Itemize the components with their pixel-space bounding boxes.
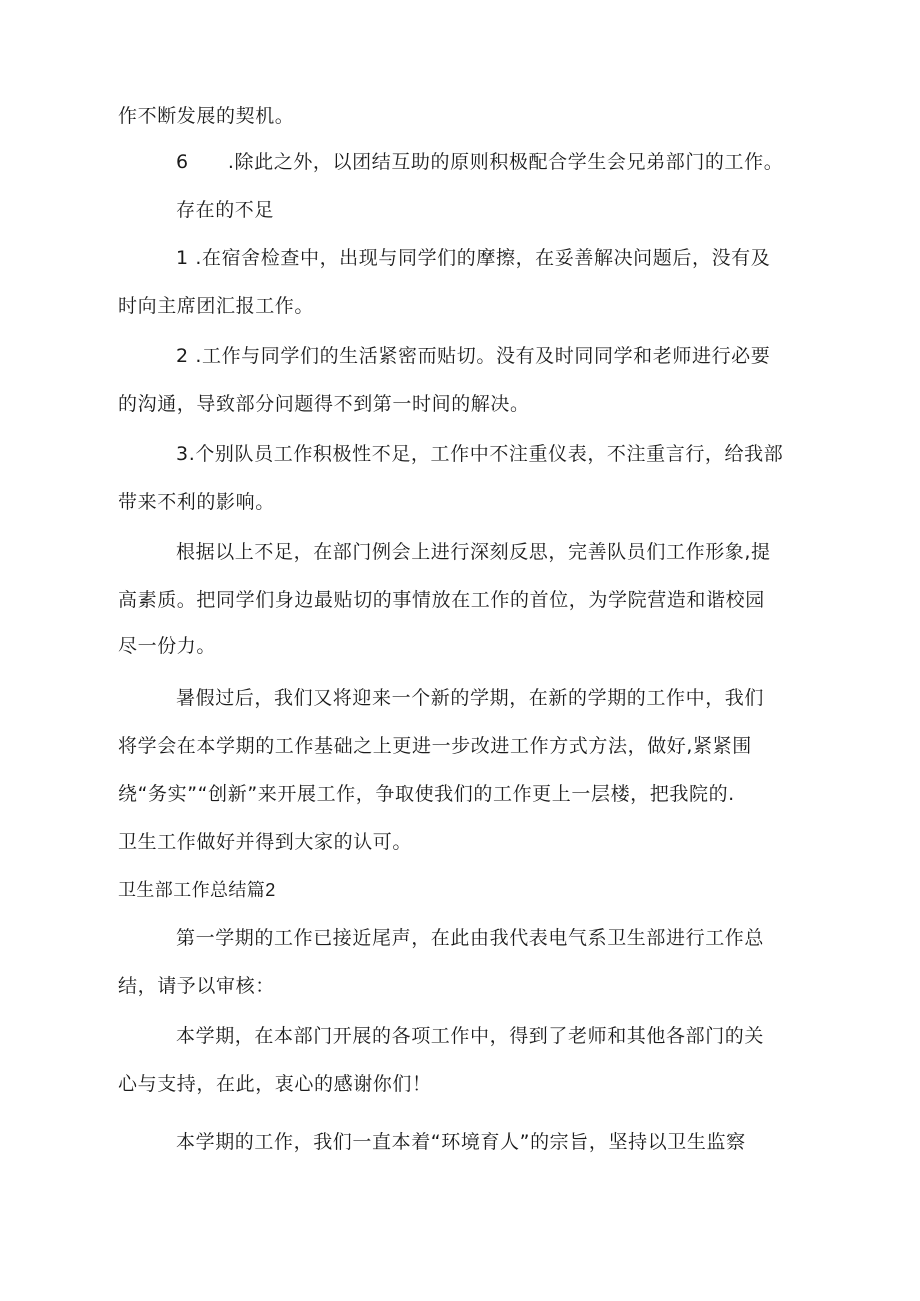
paragraph-line: 的沟通，导致部分问题得不到第一时间的解决。 <box>118 393 530 415</box>
section-heading: 卫生部工作总结篇2 <box>118 880 276 900</box>
paragraph-line: 2 .工作与同学们的生活紧密而贴切。没有及时同同学和老师进行必要 <box>176 345 771 367</box>
paragraph-line: 根据以上不足，在部门例会上进行深刻反思，完善队员们工作形象,提 <box>176 541 771 563</box>
paragraph-line: 暑假过后，我们又将迎来一个新的学期，在新的学期的工作中，我们 <box>176 687 765 709</box>
section-subtitle: 存在的不足 <box>176 199 275 221</box>
paragraph-line: 结，请予以审核： <box>118 975 275 997</box>
paragraph-line: 作不断发展的契机。 <box>118 105 295 127</box>
paragraph-line: 卫生工作做好并得到大家的认可。 <box>118 831 413 853</box>
paragraph-line: 尽一份力。 <box>118 635 217 657</box>
paragraph-line: 带来不利的影响。 <box>118 491 275 513</box>
paragraph-line: 高素质。把同学们身边最贴切的事情放在工作的首位，为学院营造和谐校园 <box>118 589 765 611</box>
paragraph-line: 绕“务实”“创新”来开展工作，争取使我们的工作更上一层楼，把我院的. <box>118 783 735 805</box>
paragraph-line: 将学会在本学期的工作基础之上更进一步改进工作方式方法，做好,紧紧围 <box>118 735 752 757</box>
paragraph-line: 心与支持，在此，衷心的感谢你们！ <box>118 1073 432 1095</box>
paragraph-line: 第一学期的工作已接近尾声，在此由我代表电气系卫生部进行工作总 <box>176 927 765 949</box>
paragraph-line: 时向主席团汇报工作。 <box>118 295 315 317</box>
paragraph-line: 6 .除此之外，以团结互助的原则积极配合学生会兄弟部门的工作。 <box>176 151 784 173</box>
paragraph-line: 3.个别队员工作积极性不足，工作中不注重仪表，不注重言行，给我部 <box>176 443 784 465</box>
paragraph-line: 本学期的工作，我们一直本着“环境育人”的宗旨，坚持以卫生监察 <box>176 1131 746 1153</box>
paragraph-line: 1 .在宿舍检查中，出现与同学们的摩擦，在妥善解决问题后，没有及 <box>176 247 771 269</box>
paragraph-line: 本学期，在本部门开展的各项工作中，得到了老师和其他各部门的关 <box>176 1025 765 1047</box>
